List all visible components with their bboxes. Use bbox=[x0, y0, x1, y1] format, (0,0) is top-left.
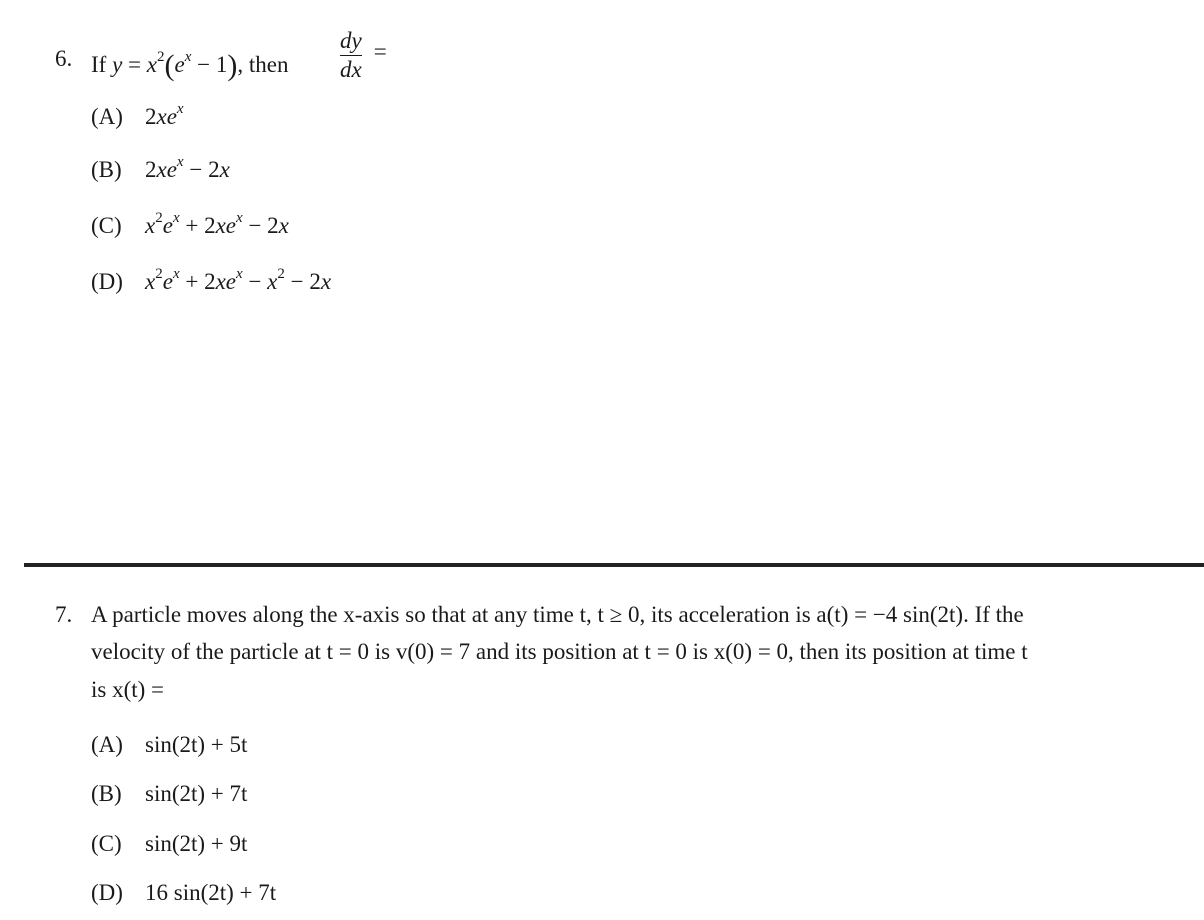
question-7-line-3: is x(t) = bbox=[91, 677, 165, 702]
choice-label: (D) bbox=[91, 269, 123, 294]
choice-text: sin(2t) + 9t bbox=[145, 831, 248, 856]
choice-label: (B) bbox=[91, 781, 122, 806]
question-7-line-2: velocity of the particle at t = 0 is v(0) = 7 and its position at t = 0 is x(0) = 0, then its position at time t bbox=[91, 639, 1028, 664]
stem-then: then bbox=[248, 52, 289, 77]
question-7-number: 7. bbox=[55, 602, 73, 627]
q6-choice-c[interactable]: (C) $x^2e^x + 2xe^x - 2x$ bbox=[91, 210, 289, 238]
q7-choice-a[interactable] bbox=[91, 732, 247, 758]
choice-text: 16 sin(2t) + 7t bbox=[145, 880, 277, 905]
q7-choice-c[interactable] bbox=[91, 831, 247, 857]
choice-text: sin(2t) + 7t bbox=[145, 781, 248, 806]
q6-choice-d[interactable]: (D) $x^2e^x + 2xe^x - x^2 - 2x$ bbox=[91, 266, 332, 294]
question-6-number: 6. bbox=[55, 46, 73, 71]
choice-label: (A) bbox=[91, 104, 123, 129]
choice-label: (C) bbox=[91, 213, 122, 238]
question-7-line-1: A particle moves along the x-axis so that at any time t, t ≥ 0, its acceleration is a(t) = −4 sin(2t). If the bbox=[91, 602, 1024, 627]
q6-choice-a[interactable]: (A) $2xe^x$ bbox=[91, 101, 184, 129]
stem-if: If bbox=[91, 52, 107, 77]
choice-label: (B) bbox=[91, 157, 122, 182]
section-divider bbox=[24, 563, 1204, 567]
q7-choice-d[interactable] bbox=[91, 880, 276, 906]
choice-label: (C) bbox=[91, 831, 122, 856]
question-6-stem: If $y = x^2(e^x - 1)$, then bbox=[91, 49, 289, 82]
choice-label: (A) bbox=[91, 732, 123, 757]
derivative-fraction: $\frac{dy}{dx}$ = bbox=[340, 28, 387, 82]
choice-label: (D) bbox=[91, 880, 123, 905]
choice-text: sin(2t) + 5t bbox=[145, 732, 248, 757]
q7-choice-b[interactable] bbox=[91, 781, 247, 807]
q6-choice-b[interactable]: (B) $2xe^x - 2x$ bbox=[91, 154, 230, 182]
